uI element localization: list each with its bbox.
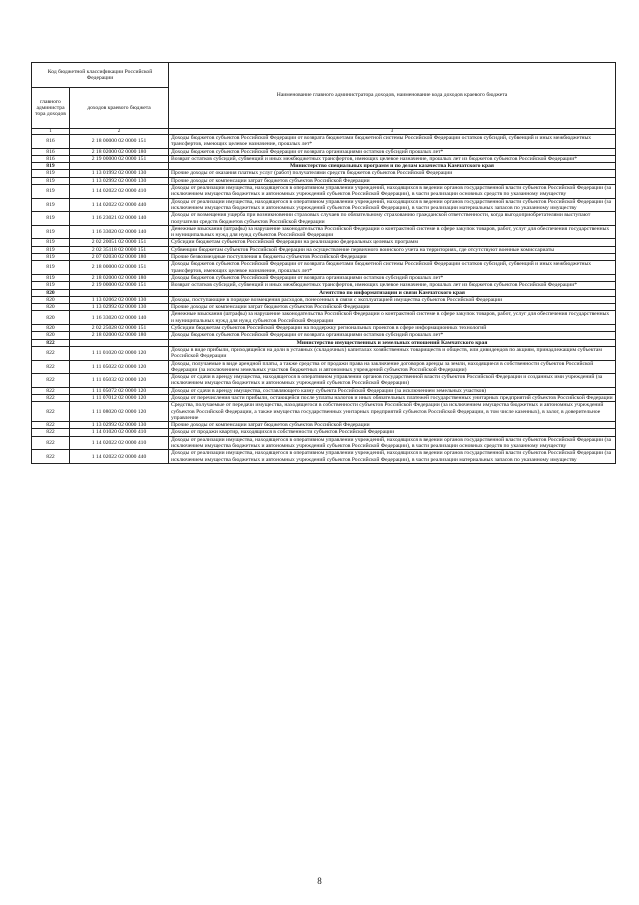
- table-row: [32, 177, 616, 184]
- admin-code-cell: 819: [32, 177, 70, 184]
- income-name-cell: Агентство по информатизации и связи Камчатского края: [169, 289, 616, 296]
- income-code-cell: 1 14 02022 02 0000 440: [70, 198, 169, 212]
- admin-code-cell: 819: [32, 198, 70, 212]
- income-code-cell: 1 11 01020 02 0000 120: [70, 346, 169, 360]
- income-name-cell: Доходы от реализации имущества, находящегося в оперативном управлении учреждений, находящихся в ведении органов государственной власти субъектов Российской Федерации (за исключением имущества бюджетных и автономных учреждений субъектов Российской Федерации), в части реализации основных средств по указанному имуществу: [169, 436, 616, 450]
- income-name-cell: Прочие безвозмездные поступления в бюджеты субъектов Российской Федерации: [169, 254, 616, 261]
- table-row: [32, 239, 616, 246]
- income-code-cell: 1 14 02022 02 0000 440: [70, 450, 169, 464]
- income-code-cell: 1 11 05022 02 0000 120: [70, 360, 169, 374]
- table-row: [32, 332, 616, 339]
- income-name-cell: Министерство специальных программ и по делам казачества Камчатского края: [169, 163, 616, 170]
- admin-code-cell: 822: [32, 394, 70, 401]
- income-code-cell: 1 14 01020 02 0000 410: [70, 429, 169, 436]
- admin-code-cell: 819: [32, 170, 70, 177]
- income-code-cell: 1 13 01992 02 0000 130: [70, 170, 169, 177]
- table-row: [32, 387, 616, 394]
- income-name-cell: Доходы от реализации имущества, находящегося в оперативном управлении учреждений, находящихся в ведении органов государственной власти субъектов Российской Федерации (за исключением имущества бюджетных и автономных учреждений субъектов Российской Федерации), в части реализации материальных запасов по указанному имуществу: [169, 450, 616, 464]
- section-heading-row: [32, 339, 616, 346]
- table-row: [32, 450, 616, 464]
- income-name-cell: Денежные взыскания (штрафы) за нарушение законодательства Российской Федерации о контрактной системе в сфере закупок товаров, работ, услуг для обеспечения государственных и муниципальных нужд для нужд субъектов Российской Федерации: [169, 311, 616, 325]
- table-row: [32, 185, 616, 199]
- income-name-cell: Доходы от реализации имущества, находящегося в оперативном управлении учреждений, находящихся в ведении органов государственной власти субъектов Российской Федерации (за исключением имущества бюджетных и автономных учреждений субъектов Российской Федерации), в части реализации материальных запасов по указанному имуществу: [169, 198, 616, 212]
- income-name-cell: Доходы от сдачи в аренду имущества, находящегося в оперативном управлении органов государственной власти субъектов Российской Федерации и созданных ими учреждений (за исключением имущества бюджетных и автономных учреждений субъектов Российской Федерации): [169, 374, 616, 388]
- column-number-2: 2: [70, 129, 169, 135]
- admin-code-cell: 819: [32, 185, 70, 199]
- admin-code-cell: 820: [32, 332, 70, 339]
- income-column-header: доходов краевого бюджета: [70, 88, 169, 129]
- table-row: [32, 274, 616, 281]
- table-row: [32, 346, 616, 360]
- admin-code-cell: 822: [32, 402, 70, 422]
- table-row: [32, 135, 616, 149]
- income-code-cell: 2 18 02000 02 0000 180: [70, 148, 169, 155]
- income-code-cell: 1 11 08020 02 0000 120: [70, 402, 169, 422]
- admin-code-cell: 822: [32, 429, 70, 436]
- table-row: [32, 170, 616, 177]
- admin-code-cell: 816: [32, 148, 70, 155]
- income-name-cell: Доходы в виде прибыли, приходящейся на доли в уставных (складочных) капиталах хозяйственных товариществ и обществ, или дивидендов по акциям, принадлежащим субъектам Российской Федерации: [169, 346, 616, 360]
- table-row: [32, 261, 616, 275]
- section-heading-row: [32, 163, 616, 170]
- income-code-cell: 2 18 02000 02 0000 180: [70, 332, 169, 339]
- income-code-cell: [70, 289, 169, 296]
- table-row: [32, 436, 616, 450]
- income-name-cell: Доходы от перечисления части прибыли, остающейся после уплаты налогов и иных обязательных платежей государственных унитарных предприятий субъектов Российской Федерации: [169, 394, 616, 401]
- income-name-cell: Прочие доходы от компенсации затрат бюджетов субъектов Российской Федерации: [169, 422, 616, 429]
- admin-code-cell: 816: [32, 135, 70, 149]
- income-code-cell: 1 11 07012 02 0000 120: [70, 394, 169, 401]
- income-code-cell: 2 19 00000 02 0000 151: [70, 282, 169, 289]
- admin-code-cell: 822: [32, 422, 70, 429]
- table-row: [32, 198, 616, 212]
- admin-code-cell: 822: [32, 387, 70, 394]
- column-number-1: 1: [32, 129, 70, 135]
- admin-code-cell: 819: [32, 239, 70, 246]
- table-row: [32, 402, 616, 422]
- income-name-cell: Доходы, поступающие в порядке возмещения расходов, понесенных в связи с эксплуатацией имущества субъектов Российской Федерации: [169, 296, 616, 303]
- income-code-cell: 1 13 02992 02 0000 130: [70, 177, 169, 184]
- income-name-cell: Доходы бюджетов субъектов Российской Федерации от возврата организациями остатков субсидий прошлых лет*: [169, 332, 616, 339]
- income-name-cell: Возврат остатков субсидий, субвенций и иных межбюджетных трансфертов, имеющих целевое назначение, прошлых лет из бюджетов субъектов Российской Федерации*: [169, 282, 616, 289]
- income-name-cell: Субвенции бюджетам субъектов Российской Федерации на осуществление первичного воинского учета на территориях, где отсутствуют военные комиссариаты: [169, 246, 616, 253]
- table-row: [32, 148, 616, 155]
- table-row: [32, 429, 616, 436]
- name-column-header: Наименование главного администратора доходов, наименование кода доходов краевого бюджета: [169, 63, 616, 129]
- income-name-cell: Субсидии бюджетам субъектов Российской Федерации на реализацию федеральных целевых программ: [169, 239, 616, 246]
- income-code-cell: [70, 163, 169, 170]
- income-name-cell: Средства, получаемые от передачи имущества, находящегося в собственности субъектов Российской Федерации (за исключением имущества бюджетных и автономных учреждений субъектов Российской Федерации, а также имущества государственных унитарных предприятий субъектов Российской Федерации, в том числе казенных), в залог, в доверительное управление: [169, 402, 616, 422]
- income-codes-table: [31, 62, 616, 464]
- admin-code-cell: 819: [32, 246, 70, 253]
- income-name-cell: Прочие доходы от компенсации затрат бюджетов субъектов Российской Федерации: [169, 177, 616, 184]
- income-name-cell: Доходы бюджетов субъектов Российской Федерации от возврата бюджетами бюджетной системы Российской Федерации остатков субсидий, субвенций и иных межбюджетных трансфертов, имеющих целевое назначение, прошлых лет*: [169, 261, 616, 275]
- table-row: [32, 394, 616, 401]
- table-row: [32, 246, 616, 253]
- admin-code-cell: 819: [32, 261, 70, 275]
- page-number: 8: [317, 876, 322, 886]
- admin-code-cell: 822: [32, 374, 70, 388]
- table-row: [32, 296, 616, 303]
- income-name-cell: Доходы бюджетов субъектов Российской Федерации от возврата организациями остатков субсидий прошлых лет*: [169, 274, 616, 281]
- income-name-cell: Доходы от реализации имущества, находящегося в оперативном управлении учреждений, находящихся в ведении органов государственной власти субъектов Российской Федерации (за исключением имущества бюджетных и автономных учреждений субъектов Российской Федерации), в части реализации основных средств по указанному имуществу: [169, 185, 616, 199]
- income-name-cell: Доходы от сдачи в аренду имущества, составляющего казну субъекта Российской Федерации (за исключением земельных участков): [169, 387, 616, 394]
- income-name-cell: Прочие доходы от компенсации затрат бюджетов субъектов Российской Федерации: [169, 304, 616, 311]
- admin-code-cell: 819: [32, 225, 70, 239]
- income-code-cell: 1 11 05072 02 0000 120: [70, 387, 169, 394]
- income-code-cell: [70, 339, 169, 346]
- admin-code-cell: 820: [32, 325, 70, 332]
- income-name-cell: Доходы от возмещения ущерба при возникновении страховых случаев по обязательному страхованию гражданской ответственности, когда выгодоприобретателями выступают получатели средств бюджетов субъектов Российской Федерации: [169, 212, 616, 226]
- income-code-cell: 1 14 02022 02 0000 410: [70, 185, 169, 199]
- income-code-cell: 2 18 02000 02 0000 180: [70, 274, 169, 281]
- income-code-cell: 1 13 02992 02 0000 130: [70, 422, 169, 429]
- table-row: [32, 282, 616, 289]
- admin-code-cell: 820: [32, 289, 70, 296]
- admin-code-cell: 822: [32, 450, 70, 464]
- admin-column-header: главного администра тора доходов: [32, 88, 70, 129]
- income-name-cell: Доходы, получаемые в виде арендной платы, а также средства от продажи права на заключение договоров аренды за земли, находящиеся в собственности субъектов Российской Федерации (за исключением земельных участков бюджетных и автономных учреждений субъектов Российской Федерации): [169, 360, 616, 374]
- admin-code-cell: 819: [32, 254, 70, 261]
- admin-code-cell: 822: [32, 339, 70, 346]
- income-name-cell: Денежные взыскания (штрафы) за нарушение законодательства Российской Федерации о контрактной системе в сфере закупок товаров, работ, услуг для обеспечения государственных и муниципальных нужд для нужд субъектов Российской Федерации: [169, 225, 616, 239]
- admin-code-cell: 822: [32, 346, 70, 360]
- income-name-cell: Министерство имущественных и земельных отношений Камчатского края: [169, 339, 616, 346]
- income-code-cell: 2 18 00000 02 0000 151: [70, 261, 169, 275]
- table-row: [32, 374, 616, 388]
- code-group-header: Код бюджетной классификации Российской Федерации: [32, 63, 169, 88]
- table-row: [32, 325, 616, 332]
- income-code-cell: 2 07 02030 02 0000 180: [70, 254, 169, 261]
- income-name-cell: Доходы от продажи квартир, находящихся в собственности субъектов Российской Федерации: [169, 429, 616, 436]
- income-code-cell: 1 16 33020 02 0000 140: [70, 311, 169, 325]
- income-name-cell: Доходы бюджетов субъектов Российской Федерации от возврата организациями остатков субсидий прошлых лет*: [169, 148, 616, 155]
- income-name-cell: Субсидии бюджетам субъектов Российской Федерации на поддержку региональных проектов в сфере информационных технологий: [169, 325, 616, 332]
- admin-code-cell: 820: [32, 304, 70, 311]
- table-body: [32, 135, 616, 464]
- table-row: [32, 212, 616, 226]
- income-code-cell: 1 16 23021 02 0000 140: [70, 212, 169, 226]
- income-code-cell: 1 14 02022 02 0000 410: [70, 436, 169, 450]
- admin-code-cell: 819: [32, 274, 70, 281]
- income-code-cell: 2 02 35118 02 0000 151: [70, 246, 169, 253]
- admin-code-cell: 820: [32, 296, 70, 303]
- table-row: [32, 311, 616, 325]
- admin-code-cell: 822: [32, 436, 70, 450]
- admin-code-cell: 822: [32, 360, 70, 374]
- income-code-cell: 1 16 33020 02 0000 140: [70, 225, 169, 239]
- income-name-cell: Возврат остатков субсидий, субвенций и иных межбюджетных трансфертов, имеющих целевое назначение, прошлых лет из бюджетов субъектов Российской Федерации*: [169, 155, 616, 162]
- section-heading-row: [32, 289, 616, 296]
- table-row: [32, 225, 616, 239]
- income-code-cell: 2 02 25028 02 0000 151: [70, 325, 169, 332]
- table-row: [32, 304, 616, 311]
- income-code-cell: 1 13 02062 02 0000 130: [70, 296, 169, 303]
- income-code-cell: 1 11 05032 02 0000 120: [70, 374, 169, 388]
- table-row: [32, 155, 616, 162]
- income-code-cell: 1 13 02992 02 0000 130: [70, 304, 169, 311]
- table-row: [32, 422, 616, 429]
- admin-code-cell: 819: [32, 282, 70, 289]
- income-name-cell: Доходы бюджетов субъектов Российской Федерации от возврата бюджетами бюджетной системы Российской Федерации остатков субсидий, субвенций и иных межбюджетных трансфертов, имеющих целевое назначение, прошлых лет*: [169, 135, 616, 149]
- income-code-cell: 2 18 00000 02 0000 151: [70, 135, 169, 149]
- income-name-cell: Прочие доходы от оказания платных услуг (работ) получателями средств бюджетов субъектов Российской Федерации: [169, 170, 616, 177]
- admin-code-cell: 816: [32, 155, 70, 162]
- admin-code-cell: 820: [32, 311, 70, 325]
- table-row: [32, 360, 616, 374]
- column-number-3: 3: [169, 129, 616, 135]
- income-code-cell: 2 02 20051 02 0000 151: [70, 239, 169, 246]
- income-code-cell: 2 19 00000 02 0000 151: [70, 155, 169, 162]
- table-row: [32, 254, 616, 261]
- admin-code-cell: 819: [32, 212, 70, 226]
- admin-code-cell: 819: [32, 163, 70, 170]
